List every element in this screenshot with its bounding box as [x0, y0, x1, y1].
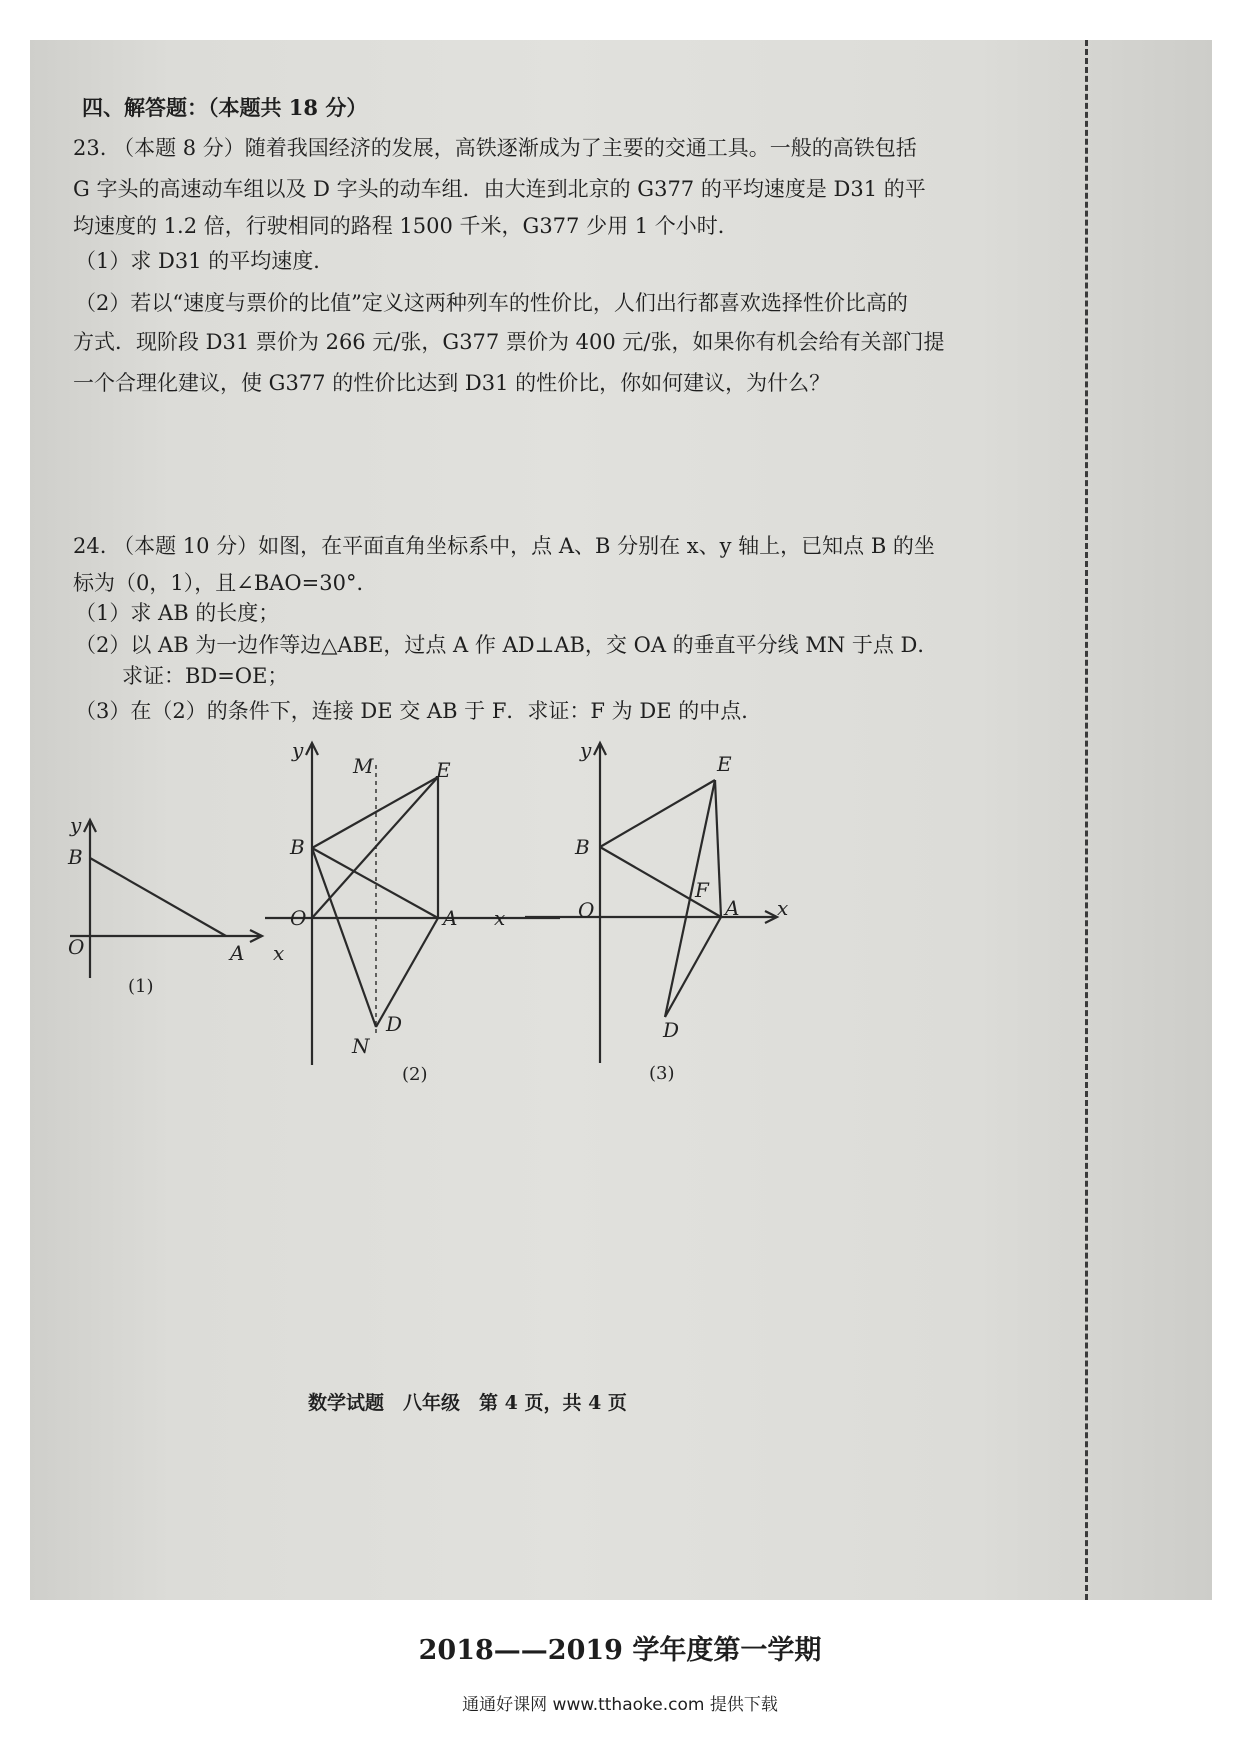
fig3-label-x: x [777, 896, 789, 920]
fig2-segment-oe [312, 777, 438, 918]
q24-line2: 标为（0，1），且∠BAO=30°． [73, 571, 378, 595]
fig1-caption: (1) [128, 976, 154, 997]
q24-line1: 24. （本题 10 分）如图，在平面直角坐标系中，点 A、B 分别在 x、y 轴上，已知点 B 的坐 [73, 534, 935, 558]
fig2-segment-bd [312, 848, 376, 1027]
term-title: 2018——2019 学年度第一学期 [418, 1635, 822, 1666]
q23-line3: 均速度的 1.2 倍，行驶相同的路程 1500 千米，G377 少用 1 个小时． [73, 214, 739, 238]
q24-part2-line2: 求证：BD=OE； [122, 664, 289, 688]
fig3-label-f: F [695, 878, 709, 902]
fig2-label-m: M [353, 754, 374, 778]
fig1-segment-ab [90, 858, 226, 936]
q23-part2-line3: 一个合理化建议，使 G377 的性价比达到 D31 的性价比，你如何建议，为什么？ [73, 371, 831, 395]
fig1-label-b: B [68, 845, 83, 869]
fig2-label-y: y [292, 738, 304, 762]
fig2-label-d: D [386, 1012, 403, 1036]
fig3-segment-ea [715, 780, 721, 917]
fig3-label-b: B [575, 835, 590, 859]
q24-part2-line1: （2）以 AB 为一边作等边△ABE，过点 A 作 AD⊥AB，交 OA 的垂直平分线 MN 于点 D． [75, 633, 939, 657]
fig2-label-n: N [352, 1034, 370, 1058]
section-heading: 四、解答题：（本题共 18 分） [82, 95, 368, 120]
fig2-segment-ab [312, 848, 438, 918]
q23-line1: 23. （本题 8 分）随着我国经济的发展，高铁逐渐成为了主要的交通工具。一般的高铁包括 [73, 136, 917, 160]
figure-1 [60, 810, 290, 1010]
fig3-caption: (3) [649, 1063, 675, 1084]
fig2-caption: (2) [402, 1064, 428, 1085]
fig3-segment-ad [665, 917, 721, 1017]
fig1-label-y: y [70, 813, 82, 837]
fig2-label-a: A [443, 906, 458, 930]
fig3-label-e: E [717, 752, 732, 776]
fig1-label-a: A [230, 941, 245, 965]
fig2-segment-be [312, 777, 438, 848]
exam-page-photo [30, 40, 1212, 1600]
source-credit: 通通好课网 www.tthaoke.com 提供下载 [462, 1695, 778, 1715]
fig1-label-o: O [68, 935, 85, 959]
fig3-label-o: O [578, 898, 595, 922]
fig2-label-x: x [494, 906, 506, 930]
q24-part3: （3）在（2）的条件下，连接 DE 交 AB 于 F．求证：F 为 DE 的中点． [75, 699, 763, 723]
q23-part2-line2: 方式．现阶段 D31 票价为 266 元/张，G377 票价为 400 元/张，如果你有机会给有关部门提 [73, 330, 945, 354]
fold-dashed-line [1085, 40, 1091, 1600]
fig3-label-a: A [725, 896, 740, 920]
fig3-segment-be [600, 780, 715, 847]
figure-3 [525, 735, 815, 1110]
page-footer: 数学试题 八年级 第 4 页，共 4 页 [308, 1392, 627, 1414]
q23-line2: G 字头的高速动车组以及 D 字头的动车组．由大连到北京的 G377 的平均速度是 D31 的平 [73, 177, 926, 201]
q23-part1: （1）求 D31 的平均速度． [75, 249, 335, 273]
q24-part1: （1）求 AB 的长度； [75, 601, 280, 625]
fig1-label-x: x [273, 941, 285, 965]
fig2-label-o: O [290, 906, 307, 930]
fig3-label-y: y [580, 738, 592, 762]
q23-part2-line1: （2）若以“速度与票价的比值”定义这两种列车的性价比，人们出行都喜欢选择性价比高的 [75, 291, 908, 315]
fig2-label-e: E [436, 758, 451, 782]
fig2-segment-ad [376, 918, 438, 1027]
fig2-label-b: B [290, 835, 305, 859]
fig3-label-d: D [663, 1018, 680, 1042]
